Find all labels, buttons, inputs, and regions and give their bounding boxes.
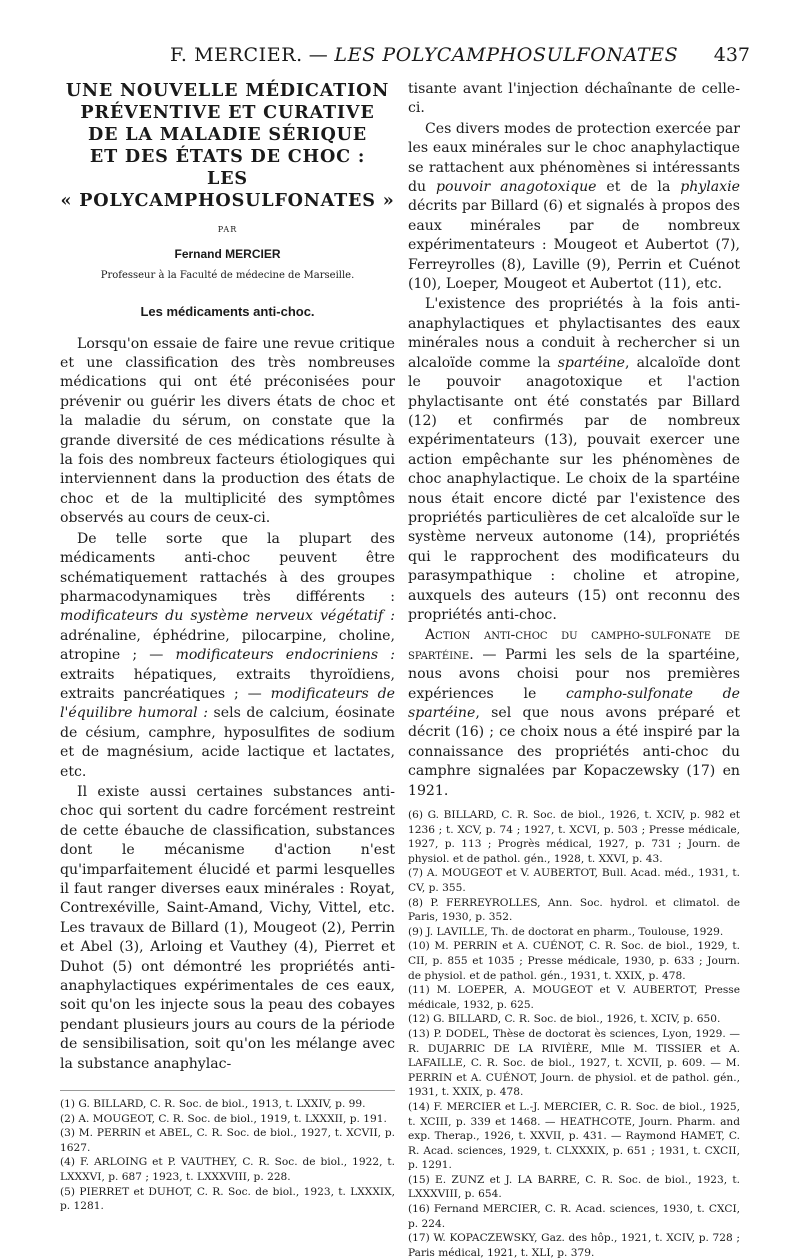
footnote: (7) A. MOUGEOT et V. AUBERTOT, Bull. Acad. méd., 1931, t. CV, p. 355. [408, 867, 740, 894]
body-paragraph: tisante avant l'injection déchaînante de celle-ci. [408, 81, 740, 117]
footnote: (13) P. DODEL, Thèse de doctorat ès sciences, Lyon, 1929. — R. DUJARRIC DE LA RIVIÈRE, Mlle M. TISSIER et A. LAFAILLE, C. R. Soc. de biol., 1927, t. XCVII, p. 609. — M. PERRIN et A. CUÉNOT, Journ. de physiol. et de pathol. gén., 1931, t. XXIX, p. 478. [408, 1027, 740, 1099]
footnote: (8) P. FERREYROLLES, Ann. Soc. hydrol. et climatol. de Paris, 1930, p. 352. [408, 896, 740, 924]
text-run: , alcaloïde dont le pouvoir anagotoxique et l'action phylactisante ont été constatés par Billard (12) et confirmés par de nombreux expérimentateurs (13), pouvait exercer une action empêchante sur les phénomènes de choc anaphylactique. Le choix de la spartéine nous était encore dicté par l'existence des propriétés particulières de cet alcaloïde sur le système nerveux autonome (14), propriétés qui le rapprochent des modificateurs du parasympathique : choline et atropine, auxquels des auteurs (15) ont reconnu des propriétés anti-choc. [408, 354, 740, 623]
author-affiliation: Professeur à la Faculté de médecine de Marseille. [100, 269, 355, 281]
running-title [170, 44, 678, 66]
left-column [60, 80, 395, 1214]
right-column [408, 80, 740, 1260]
footnote: (6) G. BILLARD, C. R. Soc. de biol., 1926, t. XCIV, p. 982 et 1236 ; t. XCV, p. 74 ; 1927, t. XCVI, p. 503 ; Presse médicale, 1927, p. 113 ; Progrès médical, 1927, p. 731 ; Journ. de physiol. et de pathol. gén., 1928, t. XXVI, p. 43. [408, 809, 740, 865]
title-line: LES [207, 168, 248, 189]
text-run: adrénaline, éphédrine, pilocarpine, choline, atropine ; — [60, 627, 395, 664]
text-run: sels de calcium, éosinate de césium, camphre, hyposulfites de sodium et de magnésium, acide lactique et lactates, etc. [60, 705, 395, 780]
footnote: (9) J. LAVILLE, Th. de doctorat en pharm., Toulouse, 1929. [408, 925, 724, 938]
section-heading: Les médicaments anti-choc. [140, 304, 315, 320]
italic-run: modificateurs endocriniens : [175, 647, 395, 664]
text-run: décrits par Billard (6) et signalés à propos des eaux minérales par de nombreux expérimentateurs : Mougeot et Aubertot (7), Ferreyrolles (8), Laville (9), Perrin et Cuénot (10), Loeper, Mougeot et Aubertot (11), etc. [408, 198, 740, 293]
article-title [60, 80, 395, 212]
body-paragraph [60, 530, 395, 782]
title-line: PRÉVENTIVE ET CURATIVE [80, 102, 375, 123]
footnote: (10) M. PERRIN et A. CUÉNOT, C. R. Soc. de biol., 1929, t. CII, p. 855 et 1035 ; Presse médicale, 1930, p. 633 ; Journ. de physiol. et de pathol. gén., 1931, t. XXIX, p. 478. [408, 940, 740, 982]
text-run: De telle sorte que la plupart des médicaments anti-choc peuvent être schématiquement rattachés à des groupes pharmacodynamiques très différents : [60, 530, 395, 605]
footnote: (15) E. ZUNZ et J. LA BARRE, C. R. Soc. de biol., 1923, t. LXXXVIII, p. 654. [408, 1173, 740, 1201]
italic-run: modificateurs de l'équilibre humoral : [60, 685, 395, 722]
italic-run: campho-sulfonate de spartéine [408, 685, 741, 721]
footnote: (4) F. ARLOING et P. VAUTHEY, C. R. Soc. de biol., 1922, t. LXXXVI, p. 687 ; 1923, t. LXXXVIII, p. 228. [60, 1156, 395, 1184]
italic-run: spartéine [557, 354, 626, 371]
footnote: (12) G. BILLARD, C. R. Soc. de biol., 1926, t. XCIV, p. 650. [408, 1013, 721, 1026]
footnotes-left [60, 1090, 395, 1214]
body-paragraph: Lorsqu'on essaie de faire une revue critique et une classification des très nombreuses médications qui ont été préconisées pour prévenir ou guérir les divers états de choc et la maladie du sérum, on constate que la grande diversité de ces médications résulte à la fois des nombreux facteurs étiologiques qui interviennent dans la production des états de choc et de la multiplicité des symptômes observés au cours de ceux-ci. [60, 335, 395, 527]
title-line: DE LA MALADIE SÉRIQUE [88, 124, 367, 145]
body-paragraph [408, 295, 740, 625]
body-paragraph [408, 120, 740, 295]
by-line-par: PAR [217, 225, 238, 234]
footnote: (2) A. MOUGEOT, C. R. Soc. de biol., 1919, t. LXXXII, p. 191. [60, 1112, 387, 1125]
footnote: (5) PIERRET et DUHOT, C. R. Soc. de biol., 1923, t. LXXXIX, p. 1281. [60, 1185, 395, 1213]
footnote: (14) F. MERCIER et L.-J. MERCIER, C. R. Soc. de biol., 1925, t. XCIII, p. 339 et 1468. — HEATHCOTE, Journ. Pharm. and exp. Therap., 1926, t. XXVII, p. 431. — Raymond HAMET, C. R. Acad. sciences, 1929, t. CLXXXIX, p. 651 ; 1931, t. CXCII, p. 1291. [408, 1100, 740, 1172]
running-head-title: LES POLYCAMPHOSULFONATES [334, 44, 679, 66]
footnotes-right [408, 808, 740, 1260]
article-author: Fernand MERCIER [174, 247, 281, 262]
body-paragraph [408, 626, 740, 801]
text-run: — Parmi les sels de la spartéine, nous avons choisi pour nos premières expériences le [408, 646, 740, 702]
footnote: (17) W. KOPACZEWSKY, Gaz. des hôp., 1921, t. XCIV, p. 728 ; Paris médical, 1921, t. XLI, p. 379. [408, 1232, 740, 1259]
running-head-author: F. MERCIER. [170, 44, 303, 66]
italic-run: phylaxie [680, 179, 740, 196]
title-line: ET DES ÉTATS DE CHOC : [89, 146, 366, 167]
text-run: Ces divers modes de protection exercée par les eaux minérales sur le choc anaphylactique se rattachent aux phénomènes si intéressants du [408, 120, 740, 196]
title-line: UNE NOUVELLE MÉDICATION [65, 80, 390, 101]
footnote: (16) Fernand MERCIER, C. R. Acad. sciences, 1930, t. CXCI, p. 224. [408, 1203, 740, 1230]
text-run: , sel que nous avons préparé et décrit (16) ; ce choix nous a été inspiré par la connaissance des propriétés anti-choc du camphre signalées par Kopaczewsky (17) en 1921. [408, 705, 740, 799]
italic-run: modificateurs du système nerveux végétatif : [60, 608, 395, 625]
footnote: (3) M. PERRIN et ABEL, C. R. Soc. de biol., 1927, t. XCVII, p. 1627. [60, 1127, 395, 1154]
italic-run: pouvoir anagotoxique [435, 179, 597, 196]
title-line: « POLYCAMPHOSULFONATES » [60, 190, 395, 211]
small-caps-heading: Action anti-choc du campho-sulfonate de spartéine. [408, 627, 740, 663]
running-head [60, 44, 750, 72]
text-run: L'existence des propriétés à la fois anti-anaphylactiques et phylactisantes des eaux minérales nous a conduit à rechercher si un alcaloïde comme la [408, 296, 740, 371]
text-run: extraits hépatiques, extraits thyroïdiens, extraits pancréatiques ; — [60, 666, 395, 702]
page-number: 437 [713, 44, 750, 66]
footnote: (1) G. BILLARD, C. R. Soc. de biol., 1913, t. LXXIV, p. 99. [60, 1098, 366, 1111]
footnote: (11) M. LOEPER, A. MOUGEOT et V. AUBERTOT, Presse médicale, 1932, p. 625. [408, 984, 740, 1011]
body-paragraph: Il existe aussi certaines substances anti-choc qui sortent du cadre forcément restreint de cette ébauche de classification, substances dont le mécanisme d'action n'est qu'imparfaitement élucidé et parmi lesquelles il faut ranger diverses eaux minérales : Royat, Contrexéville, Saint-Amand, Vichy, Vittel, etc. Les travaux de Billard (1), Mougeot (2), Perrin et Abel (3), Arloing et Vauthey (4), Pierret et Duhot (5) ont démontré les propriétés anti-anaphylactiques expérimentales de ces eaux, soit qu'on les injecte sous la peau des cobayes pendant plusieurs jours au cours de la période de sensibilisation, soit qu'on les mélange avec la substance anaphylac- [60, 783, 395, 1072]
running-head-separator: — [308, 44, 329, 66]
text-run: et de la [596, 179, 681, 196]
